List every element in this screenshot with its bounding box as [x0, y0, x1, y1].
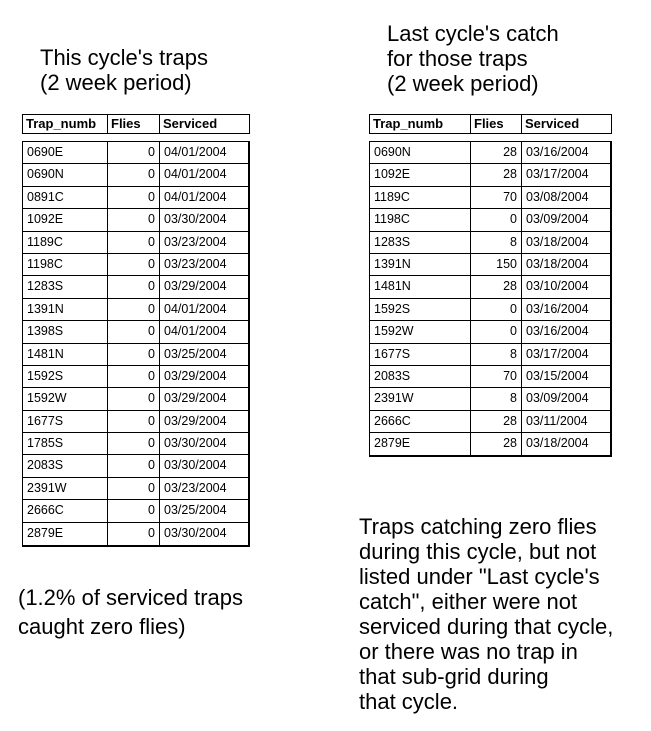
- trap-cell: 2879E: [27, 525, 64, 540]
- serviced-cell: 03/17/2004: [521, 164, 610, 185]
- column-header-serviced: Serviced: [521, 115, 611, 133]
- serviced-cell: 03/18/2004: [521, 232, 610, 253]
- flies-cell: 0: [470, 209, 521, 230]
- flies-cell: 0: [107, 209, 159, 230]
- table-row: [370, 299, 610, 321]
- serviced-cell: 03/10/2004: [521, 276, 610, 297]
- serviced-cell: 04/01/2004: [159, 187, 248, 208]
- column-header-trap: Trap_numb: [26, 116, 97, 131]
- serviced-cell: 03/30/2004: [159, 209, 248, 230]
- table-row: [23, 366, 248, 388]
- flies-cell: 28: [470, 276, 521, 297]
- this-cycle-table: [22, 114, 250, 540]
- trap-cell: 2391W: [374, 391, 414, 406]
- trap-cell: 1189C: [27, 234, 63, 249]
- serviced-cell: 03/23/2004: [159, 254, 248, 275]
- table-row: [23, 500, 248, 522]
- table-row: [370, 232, 610, 254]
- flies-cell: 0: [107, 344, 159, 365]
- table-row: [23, 209, 248, 231]
- table-row: [370, 276, 610, 298]
- column-header-serviced: Serviced: [159, 115, 249, 133]
- flies-cell: 0: [470, 321, 521, 342]
- flies-cell: 0: [107, 433, 159, 454]
- serviced-cell: 03/30/2004: [159, 455, 248, 476]
- left-note: (1.2% of serviced traps caught zero flies): [18, 585, 243, 639]
- flies-cell: 70: [470, 366, 521, 387]
- serviced-cell: 03/25/2004: [159, 344, 248, 365]
- table-row: [370, 366, 610, 388]
- right-title: Last cycle's catch for those traps (2 week period): [387, 21, 559, 96]
- table-row: [23, 276, 248, 298]
- flies-cell: 0: [107, 142, 159, 163]
- table-row: [370, 254, 610, 276]
- table-row: [23, 388, 248, 410]
- trap-cell: 2879E: [374, 436, 411, 451]
- serviced-cell: 03/15/2004: [521, 366, 610, 387]
- table-row: [370, 187, 610, 209]
- trap-cell: 1189C: [374, 189, 410, 204]
- flies-cell: 0: [107, 455, 159, 476]
- trap-cell: 1592S: [27, 368, 64, 383]
- serviced-cell: 03/09/2004: [521, 388, 610, 409]
- trap-cell: 1092E: [27, 212, 64, 227]
- serviced-cell: 03/17/2004: [521, 344, 610, 365]
- serviced-cell: 03/11/2004: [521, 411, 610, 432]
- serviced-cell: 03/18/2004: [521, 254, 610, 275]
- table-row: [23, 254, 248, 276]
- trap-cell: 1481N: [27, 346, 64, 361]
- flies-cell: 0: [107, 254, 159, 275]
- flies-cell: 0: [107, 321, 159, 342]
- column-header-flies: Flies: [470, 115, 521, 133]
- serviced-cell: 03/23/2004: [159, 232, 248, 253]
- serviced-cell: 03/16/2004: [521, 142, 610, 163]
- serviced-cell: 04/01/2004: [159, 142, 248, 163]
- flies-cell: 8: [470, 388, 521, 409]
- table-row: [370, 164, 610, 186]
- column-header-trap: Trap_numb: [373, 116, 444, 131]
- trap-cell: 1592S: [374, 301, 411, 316]
- trap-cell: 2666C: [374, 413, 411, 428]
- serviced-cell: 03/30/2004: [159, 433, 248, 454]
- serviced-cell: 03/23/2004: [159, 478, 248, 499]
- table-row: [370, 142, 610, 164]
- table-row: [370, 388, 610, 410]
- flies-cell: 28: [470, 411, 521, 432]
- serviced-cell: 03/16/2004: [521, 299, 610, 320]
- flies-cell: 70: [470, 187, 521, 208]
- flies-cell: 8: [470, 344, 521, 365]
- serviced-cell: 04/01/2004: [159, 299, 248, 320]
- trap-cell: 1198C: [27, 256, 63, 271]
- serviced-cell: 03/29/2004: [159, 388, 248, 409]
- table-header: [369, 114, 612, 134]
- table-body: [22, 141, 250, 547]
- table-row: [23, 433, 248, 455]
- table-row: [23, 523, 248, 545]
- trap-cell: 1391N: [27, 301, 64, 316]
- table-row: [370, 321, 610, 343]
- trap-cell: 0690N: [374, 145, 411, 159]
- serviced-cell: 03/30/2004: [159, 523, 248, 545]
- serviced-cell: 03/18/2004: [521, 433, 610, 455]
- table-row: [23, 455, 248, 477]
- trap-cell: 1785S: [27, 436, 64, 451]
- flies-cell: 0: [107, 164, 159, 185]
- table-row: [370, 433, 610, 455]
- table-header: [22, 114, 250, 134]
- flies-cell: 8: [470, 232, 521, 253]
- trap-cell: 1481N: [374, 279, 411, 294]
- table-row: [23, 411, 248, 433]
- serviced-cell: 03/29/2004: [159, 366, 248, 387]
- flies-cell: 0: [107, 276, 159, 297]
- serviced-cell: 03/09/2004: [521, 209, 610, 230]
- serviced-cell: 03/16/2004: [521, 321, 610, 342]
- table-row: [23, 164, 248, 186]
- right-note: Traps catching zero flies during this cycle, but not listed under "Last cycle's catch", either were not serviced during that cycle, or there was no trap in that sub-grid during that cycle.: [359, 514, 614, 714]
- trap-cell: 1592W: [27, 391, 67, 406]
- flies-cell: 0: [470, 299, 521, 320]
- last-cycle-table: [369, 114, 612, 451]
- serviced-cell: 03/29/2004: [159, 411, 248, 432]
- flies-cell: 0: [107, 388, 159, 409]
- trap-cell: 2391W: [27, 480, 67, 495]
- table-row: [370, 209, 610, 231]
- table-row: [23, 232, 248, 254]
- flies-cell: 150: [470, 254, 521, 275]
- trap-cell: 1677S: [27, 413, 64, 428]
- table-row: [370, 344, 610, 366]
- trap-cell: 1677S: [374, 346, 411, 361]
- table-row: [370, 411, 610, 433]
- serviced-cell: 04/01/2004: [159, 321, 248, 342]
- flies-cell: 0: [107, 232, 159, 253]
- column-header-flies: Flies: [107, 115, 159, 133]
- table-row: [23, 478, 248, 500]
- flies-cell: 28: [470, 142, 521, 163]
- trap-cell: 2083S: [374, 368, 411, 383]
- table-row: [23, 299, 248, 321]
- flies-cell: 28: [470, 433, 521, 455]
- serviced-cell: 03/29/2004: [159, 276, 248, 297]
- trap-cell: 0891C: [27, 189, 64, 204]
- flies-cell: 0: [107, 187, 159, 208]
- flies-cell: 0: [107, 500, 159, 521]
- table-row: [23, 321, 248, 343]
- trap-cell: 1398S: [27, 324, 64, 339]
- trap-cell: 1391N: [374, 256, 411, 271]
- trap-cell: 0690N: [27, 167, 64, 182]
- trap-cell: 1283S: [27, 279, 64, 294]
- flies-cell: 0: [107, 366, 159, 387]
- table-row: [23, 344, 248, 366]
- trap-cell: 2083S: [27, 458, 64, 473]
- trap-cell: 0690E: [27, 145, 64, 159]
- flies-cell: 0: [107, 523, 159, 545]
- trap-cell: 1198C: [374, 212, 410, 227]
- serviced-cell: 03/08/2004: [521, 187, 610, 208]
- trap-cell: 1592W: [374, 324, 414, 339]
- trap-cell: 1283S: [374, 234, 411, 249]
- serviced-cell: 03/25/2004: [159, 500, 248, 521]
- table-row: [23, 187, 248, 209]
- table-body: [369, 141, 612, 457]
- trap-cell: 1092E: [374, 167, 411, 182]
- table-row: [23, 142, 248, 164]
- left-title: This cycle's traps (2 week period): [40, 45, 209, 95]
- serviced-cell: 04/01/2004: [159, 164, 248, 185]
- flies-cell: 0: [107, 299, 159, 320]
- flies-cell: 0: [107, 478, 159, 499]
- flies-cell: 28: [470, 164, 521, 185]
- flies-cell: 0: [107, 411, 159, 432]
- trap-cell: 2666C: [27, 503, 64, 518]
